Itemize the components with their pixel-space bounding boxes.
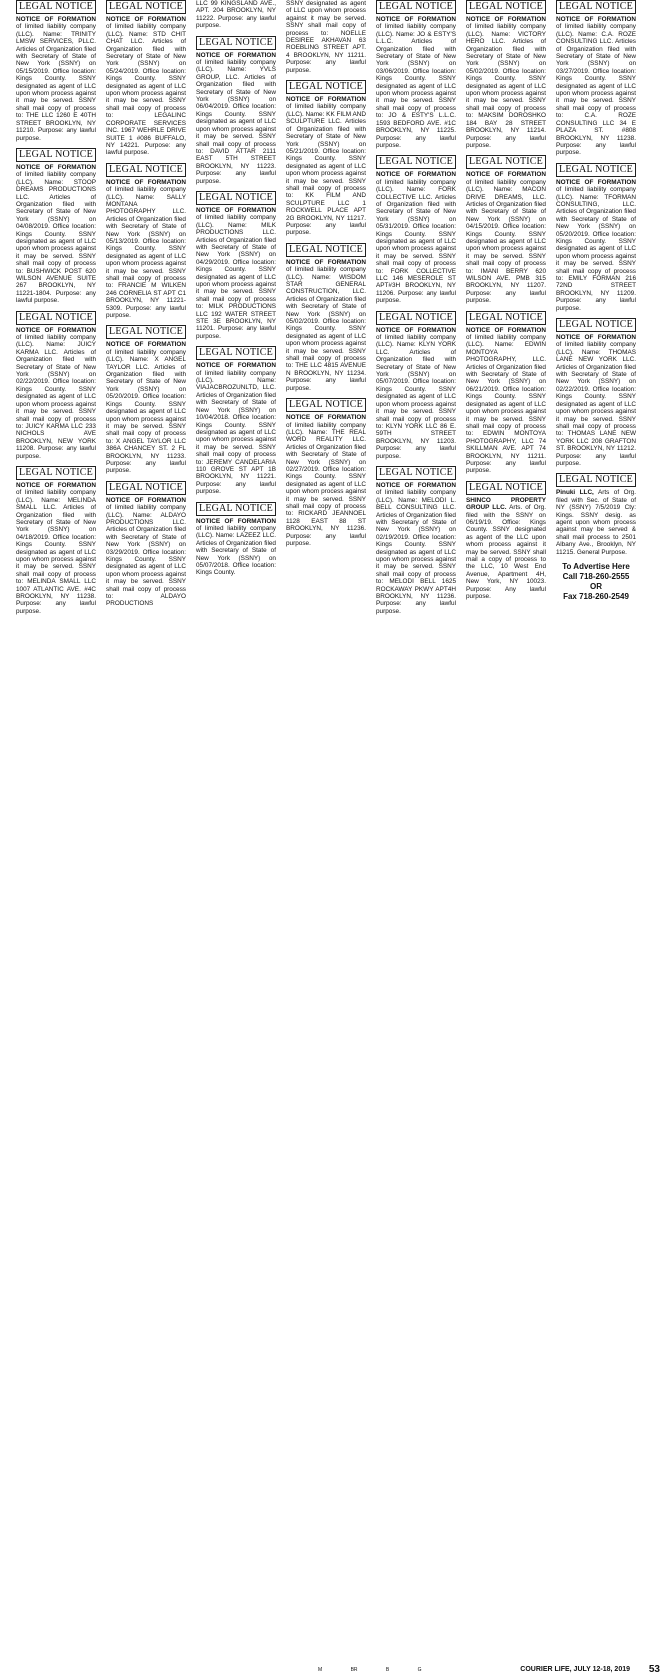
notice-text xyxy=(466,171,546,304)
legal-notice xyxy=(286,80,366,237)
notice-title: NOTICE OF FORMATION xyxy=(16,16,96,23)
legal-notice xyxy=(376,311,456,460)
notice-title: NOTICE OF FORMATION xyxy=(376,481,456,489)
column-7 xyxy=(556,0,636,602)
legal-notice xyxy=(106,325,186,474)
legal-notice-heading: LEGAL NOTICE xyxy=(286,243,366,257)
notice-text xyxy=(376,482,456,615)
legal-notice-heading: LEGAL NOTICE xyxy=(196,191,276,205)
legal-notice xyxy=(466,481,546,601)
notice-body: of limited liability company (LLC). Name: YVLS GROUP, LLC. Articles of Organization filed with Secretary of State of New York (SSNY) on 06/04/2019. Office location: Kings County. SSNY designated as agent of LLC upon whom process against it may be served. SSNY shall mail copy of process to: DAVID ATTAR 2111 EAST 5TH STREET BROOKLYN, NY 11223. Purpose: any lawful purpose. xyxy=(196,59,276,185)
legal-notice xyxy=(196,502,276,577)
mark-br: BR xyxy=(350,1667,358,1673)
notice-body: of limited liability company (LLC). Name: SALLY MONTANA PHOTOGRAPHY LLC. Articles of Organization filed with Secretary of State of New York (SSNY) on 05/13/2019. Office location: Kings County. SSNY designated as agent of LLC upon whom process against it may be served. SSNY shall mail copy of process to: FRANCIE M WILKEN 246 CORNELIA ST APT C1 BROOKLYN, NY 11221-5309. Purpose: any lawful purpose. xyxy=(106,186,186,320)
notice-title: NOTICE OF FORMATION xyxy=(106,496,186,504)
notice-title: NOTICE OF FORMATION xyxy=(16,326,96,334)
page-footer xyxy=(0,833,666,1675)
legal-notice xyxy=(106,0,186,157)
notice-body: of limited liability company (LLC). Name: JO & ESTY'S L.L.C. Articles of Organization filed with Secretary of State of New York (SSNY) on 03/06/2019. Office location: Kings County. SSNY designated as agent of LLC upon whom process against it may be served. SSNY shall mail copy of process to: JO & ESTY'S L.L.C. 1593 BEDFORD AVE. #1C BROOKLYN, NY 11225. Purpose: any lawful purpose. xyxy=(376,23,456,149)
notice-body: of limited liability company (LLC). Name: C.A. ROZE CONSULTING LLC. Articles of Organization filed with Secretary of State of New York (SSNY) on 03/27/2019. Office location: Kings County. SSNY designated as agent of LLC upon whom process against it may be served. SSNY shall mail copy of process to: C.A. ROZE CONSULTING LLC 34 E PLAZA ST. #808 BROOKLYN, NY 11238. Purpose: any lawful purpose. xyxy=(556,23,636,157)
notice-text xyxy=(466,497,546,601)
mark-m: M xyxy=(318,1667,323,1673)
legal-notice-heading: LEGAL NOTICE xyxy=(286,398,366,412)
legal-notice xyxy=(466,311,546,475)
notice-body: of limited liability company (LLC). Name: MELODI L. BELL CONSULTING LLC. Articles of Organization filed with Secretary of State of New York (SSNY) on 02/19/2019. Office location: Kings County. SSNY designated as agent of LLC upon whom process against it may be served. SSNY shall mail copy of process to: MELODI BELL 1625 ROCKAWAY PKWY APT4H BROOKLYN, NY 11236. Purpose: any lawful purpose. xyxy=(376,489,456,615)
notice-text xyxy=(556,16,636,157)
notice-title: NOTICE OF FORMATION xyxy=(376,16,456,23)
notice-body: of limited liability company (LLC). Name: FORK COLLECTIVE LLC. Articles of Organization filed with Secretary of State of New York (SSNY) on 05/31/2019. Office location: Kings County. SSNY designated as agent of LLC upon whom process against it may be served. SSNY shall mail copy of process to: FORK COLLECTIVE LLC 146 MESEROLE ST APT#3H BROOKLYN, NY 11206. Purpose: any lawful purpose. xyxy=(376,178,456,305)
advertise-line4: Fax 718-260-2549 xyxy=(563,592,629,601)
notice-text xyxy=(376,171,456,304)
notice-title: NOTICE OF FORMATION xyxy=(556,178,636,186)
legal-notice xyxy=(556,163,636,312)
legal-notice-heading: LEGAL NOTICE xyxy=(16,466,96,480)
legal-notice-heading: LEGAL NOTICE xyxy=(106,0,186,14)
notice-title: NOTICE OF FORMATION xyxy=(466,171,546,179)
notice-text xyxy=(556,179,636,312)
notice-text xyxy=(556,489,636,556)
legal-notice xyxy=(196,36,276,185)
notice-title: NOTICE OF FORMATION xyxy=(196,51,276,59)
notice-body: of limited liability company (LLC). Name: JUICY KARMA LLC. Articles of Organization filed with Secretary of State of New York (SSNY) on 02/22/2019. Office location: Kings County. SSNY designated as agent of LLC upon whom process against it may be served. SSNY shall mail copy of process to: JUICY KARMA LLC 233 NICHOLS AVE BROOKLYN, NEW YORK 11208. Purpose: any lawful purpose. xyxy=(16,334,96,460)
notice-text xyxy=(376,327,456,460)
notice-text xyxy=(466,327,546,475)
legal-notice xyxy=(376,466,456,615)
legal-notice xyxy=(196,0,276,30)
notice-title: NOTICE OF FORMATION xyxy=(286,414,366,422)
notice-text xyxy=(16,327,96,460)
legal-notice-heading: LEGAL NOTICE xyxy=(376,155,456,169)
notice-body: of limited liability company (LLC). Name: WISDOM STAR GENERAL CONSTRUCTION, LLC. Articles of Organization filed with Secretary of State of New York (SSNY) on 05/02/2019. Office location: Kings County. SSNY designated as agent of LLC upon whom process against it may be served. SSNY shall mail copy of process to: THE LLC 4815 AVENUE N BROOKLYN, NY 11234. Purpose: any lawful purpose. xyxy=(286,266,366,392)
legal-notice xyxy=(106,481,186,608)
notice-body: of limited liability company (LLC). Name: STOOP DREAMS PRODUCTIONS LLC. Articles of Organization filed with Secretary of State of New York (SSNY) on 04/08/2019. Office location: Kings County. SSNY designated as agent of LLC upon whom process against it may be served. SSNY shall mail copy of process to: BUSHWICK POST 620 WILSON AVENUE SUITE 267 BROOKLYN, NY 11221-1804. Purpose: any lawful purpose. xyxy=(16,171,96,305)
notice-body: of limited liability company (LLC). Name: MACON DRIVE DREAMS, LLC. Articles of Organization filed with Secretary of State of New York (SSNY) on 04/15/2019. Office location: Kings County. SSNY designated as agent of LLC upon whom process against it may be served. SSNY shall mail copy of process to: IMANI BERRY 620 WILSON AVE. PMB 315 BROOKLYN, NY 11207. Purpose: any lawful purpose. xyxy=(466,178,546,305)
column-5 xyxy=(376,0,456,621)
notice-title: NOTICE OF FORMATION xyxy=(286,258,366,266)
legal-notice-heading: LEGAL NOTICE xyxy=(286,80,366,94)
notice-text xyxy=(466,16,546,149)
legal-notice-heading: LEGAL NOTICE xyxy=(466,0,546,14)
legal-notice-heading: LEGAL NOTICE xyxy=(466,311,546,325)
legal-notice xyxy=(286,398,366,547)
legal-notice xyxy=(286,0,366,74)
notice-text xyxy=(196,52,276,185)
legal-notice-heading: LEGAL NOTICE xyxy=(196,502,276,516)
notice-text xyxy=(16,164,96,305)
legal-notice xyxy=(556,0,636,157)
column-6 xyxy=(466,0,546,606)
legal-notice-heading: LEGAL NOTICE xyxy=(196,36,276,50)
legal-notice xyxy=(16,0,96,142)
notice-text xyxy=(286,414,366,547)
notice-title: NOTICE OF FORMATION xyxy=(106,178,186,186)
notice-text xyxy=(376,16,456,149)
column-2 xyxy=(106,0,186,614)
legal-notice-heading: LEGAL NOTICE xyxy=(376,0,456,14)
notice-body: of limited liability company (LLC). Name: THE REAL WORD REALITY LLC. Articles of Organization filed with Secretary of State of New York (SSNY) on 02/27/2019. Office location: Kings County. SSNY designated as agent of LLC upon whom process against it may be served. SSNY shall mail copy of process to: RICKARD JEANNOEL 1128 EAST 88 ST BROOKLYN, NY 11236. Purpose: any lawful purpose. xyxy=(286,421,366,547)
notice-body: of limited liability company (LLC). Name: VIAJACBROZUNLTD, LLC. Articles of Organization filed with Secretary of State of New York (SSNY) on 10/04/2018. Office location: Kings County. SSNY designated as agent of LLC upon whom process against it may be served. SSNY shall mail copy of process to: JEREMY CANDELARIA 110 GROVE ST APT 1B BROOKLYN, NY 11221. Purpose: any lawful purpose. xyxy=(196,369,276,496)
legal-notice xyxy=(556,318,636,467)
notice-title: NOTICE OF FORMATION xyxy=(376,326,456,334)
advertise-line3: OR xyxy=(590,582,602,591)
legal-notice xyxy=(16,311,96,460)
legal-notice xyxy=(196,346,276,495)
notice-title: NOTICE OF FORMATION xyxy=(376,171,456,179)
footer-publication: COURIER LIFE, JULY 12-18, 2019 xyxy=(520,1666,630,1673)
legal-notice xyxy=(16,466,96,615)
column-1 xyxy=(16,0,96,621)
notice-body: of limited liability company (LLC). Name: EDWIN MONTOYA PHOTOGRAPHY, LLC. Articles of Organization filed with Secretary of State of New York (SSNY) on 06/21/2019. Office location: Kings County. SSNY designated as agent of LLC upon whom process against it may be served. SSNY shall mail copy of process to: EDWIN MONTOYA PHOTOGRAPHY, LLC 74 SKILLMAN AVE. APT 74 BROOKLYN, NY 11211. Purpose: any lawful purpose. xyxy=(466,334,546,475)
notice-text xyxy=(196,0,276,30)
notice-text xyxy=(196,362,276,495)
legal-notice-heading: LEGAL NOTICE xyxy=(106,163,186,177)
notice-body: of limited liability company (LLC). Name: TRINITY LMSW SERVICES, PLLC. Articles of Organization filed with Secretary of State of New York (SSNY) on 05/15/2019. Office location: Kings County. SSNY designated as agent of LLC upon whom process against it may be served. SSNY shall mail copy of process to: THE LLC 1260 E 40TH STREET BROOKLYN, NY 11210. Purpose: any lawful purpose. xyxy=(16,23,96,142)
legal-notice xyxy=(106,163,186,320)
notice-body: of limited liability company (LLC). Name: STD CHIT CHAT LLC. Articles of Organization filed with Secretary of State of New York (SSNY) on 05/24/2019. Office location: Kings County. SSNY designated as agent of LLC upon whom process against it may be served. SSNY shall mail copy of process to: LEGALINC CORPORATE SERVICES INC. 1967 WEHRLE DRIVE SUITE 1 #086 BUFFALO, NY 14221. Purpose: any lawful purpose. xyxy=(106,23,186,157)
legal-notice-heading: LEGAL NOTICE xyxy=(16,311,96,325)
notice-title: NOTICE OF FORMATION xyxy=(466,326,546,334)
notice-title: NOTICE OF FORMATION xyxy=(106,16,186,23)
legal-notice-heading: LEGAL NOTICE xyxy=(556,0,636,14)
column-3 xyxy=(196,0,276,583)
legal-notice-heading: LEGAL NOTICE xyxy=(466,155,546,169)
notice-body: Arts. of Org. filed with the SSNY on 06/19/19. Office: Kings County. SSNY designated as agent of the LLC upon whom process against it may be served. SSNY shall mail a copy of process to the LLC, 10 West End Avenue, Apartment 4H, New York, NY 10023. Purpose: Any lawful purpose. xyxy=(466,504,546,601)
legal-notice-heading: LEGAL NOTICE xyxy=(376,311,456,325)
notice-body: of limited liability company (LLC). Name: LAZEEZ LLC. Articles of Organization filed with Secretary of State of New York (SSNY) on 05/07/2018. Office location: Kings County. xyxy=(196,524,276,577)
notice-title: NOTICE OF FORMATION xyxy=(16,163,96,171)
legal-notice xyxy=(196,191,276,340)
legal-notice-heading: LEGAL NOTICE xyxy=(466,481,546,495)
notice-title: NOTICE OF FORMATION xyxy=(556,334,636,342)
legal-notice-heading: LEGAL NOTICE xyxy=(196,346,276,360)
legal-notice-heading: LEGAL NOTICE xyxy=(106,325,186,339)
notice-body: of limited liability company (LLC). Name: KLYN YORK LLC. Articles of Organization filed with Secretary of State of New York (SSNY) on 05/07/2019. Office location: Kings County. SSNY designated as agent of LLC upon whom process against it may be served. SSNY shall mail copy of process to: KLYN YORK LLC 86 E. 59TH STREET BROOKLYN, NY 11203. Purpose: any lawful purpose. xyxy=(376,334,456,460)
registration-marks xyxy=(318,1667,449,1673)
notice-text xyxy=(286,0,366,74)
notice-text xyxy=(556,334,636,467)
notice-text xyxy=(16,16,96,142)
notice-body: SSNY designated as agent of LLC upon whom process against it may be served. SSNY shall mail copy of process to: NOELLE DESIREE AKHAVAN 63 ROEBLING STREET APT. 4 BROOKLYN, NY 11211. Purpose: any lawful purpose. xyxy=(286,0,366,74)
mark-g: G xyxy=(417,1667,422,1673)
legal-notice-heading: LEGAL NOTICE xyxy=(106,481,186,495)
notice-text xyxy=(106,497,186,608)
notice-title: Pinuki LLC, xyxy=(556,489,594,497)
notice-body: of limited liability company (LLC). Name: MELINDA SMALL LLC. Articles of Organization filed with Secretary of State of New York (SSNY) on 04/18/2019. Office location: Kings County. SSNY designated as agent of LLC upon whom process against it may be served. SSNY shall mail copy of process to: MELINDA SMALL LLC 1007 ATLANTIC AVE. #4C BROOKLYN, NY 11238. Purpose: any lawful purpose. xyxy=(16,489,96,615)
notice-text xyxy=(106,341,186,474)
notice-body: of limited liability company (LLC). Name: X ANGEL TAYLOR LLC. Articles of Organization filed with Secretary of State of New York (SSNY) on 05/20/2019. Office location: Kings County. SSNY designated as agent of LLC upon whom process against it may be served. SSNY shall mail copy of process to: X ANGEL TAYLOR LLC 386A CHANCEY ST. 2 FL BROOKLYN, NY 11233. Purpose: any lawful purpose. xyxy=(106,348,186,475)
notice-title: NOTICE OF FORMATION xyxy=(106,341,186,349)
notice-body: of limited liability company (LLC). Name: ALDAYO PRODUCTIONS LLC. Articles of Organization filed with Secretary of State of New York (SSNY) on 03/29/2019. Office location: Kings County. SSNY designated as agent of LLC upon whom process against it may be served. SSNY shall mail copy of process to: ALDAYO PRODUCTIONS xyxy=(106,504,186,608)
notice-title: NOTICE OF FORMATION xyxy=(196,206,276,214)
legal-notice-heading: LEGAL NOTICE xyxy=(16,148,96,162)
notice-text xyxy=(196,518,276,577)
notice-body: Arts of Org. filed with Sec. of State of NY (SSNY) 7/5/2019 Cty: Kings. SSNY desig. as agent upon whom process against may be served & shall mail process to 2501 Albany Ave., Brooklyn, NY 11215. General Purpose. xyxy=(556,489,636,556)
notice-text xyxy=(16,482,96,615)
notice-body: of limited liability company (LLC). Name: TFORMAN CONSULTING, LLC. Articles of Organization filed with Secretary of State of New York (SSNY) on 05/20/2019. Office location: Kings County. SSNY designated as agent of LLC upon whom process against it may be served. SSNY shall mail copy of process to: EMILY FORMAN 216 72ND STREET BROOKLYN, NY 11209. Purpose: any lawful purpose. xyxy=(556,186,636,312)
notice-text xyxy=(196,207,276,340)
notice-title: NOTICE OF FORMATION xyxy=(556,16,636,23)
legal-notice-heading: LEGAL NOTICE xyxy=(376,466,456,480)
legal-notice-heading: LEGAL NOTICE xyxy=(556,163,636,177)
notice-text xyxy=(286,259,366,392)
advertise-line2: Call 718-260-2555 xyxy=(562,572,630,581)
legal-notice xyxy=(466,0,546,149)
notice-text xyxy=(106,179,186,320)
legal-notice-heading: LEGAL NOTICE xyxy=(16,0,96,14)
notice-title: NOTICE OF FORMATION xyxy=(196,517,276,525)
advertise-line1: To Advertise Here xyxy=(562,562,630,571)
notice-title: NOTICE OF FORMATION xyxy=(466,16,546,23)
legal-notice-heading: LEGAL NOTICE xyxy=(556,473,636,487)
legal-notice xyxy=(376,155,456,304)
legal-notice-heading: LEGAL NOTICE xyxy=(556,318,636,332)
notice-title: NOTICE OF FORMATION xyxy=(196,362,276,370)
notice-title: NOTICE OF FORMATION xyxy=(16,481,96,489)
notice-title: NOTICE OF FORMATION xyxy=(286,96,366,104)
legal-notice xyxy=(16,148,96,305)
page-number: 53 xyxy=(648,1664,660,1675)
legal-notice xyxy=(376,0,456,149)
notice-body: of limited liability company (LLC). Name: KK FILM AND SCULPTURE LLC. Articles of Organization filed with Secretary of State of New York (SSNY) on 05/21/2019. Office location: Kings County. SSNY designated as agent of LLC upon whom process against it may be served. SSNY shall mail copy of process to: KK FILM AND SCULPTURE LLC 1 ROCKWELL PLACE APT 2G BROOKLYN, NY 11217. Purpose: any lawful purpose. xyxy=(286,103,366,237)
mark-b: B xyxy=(385,1667,390,1673)
notice-title: SHINCO PROPERTY GROUP LLC. xyxy=(466,496,546,512)
legal-notice xyxy=(466,155,546,304)
notice-text xyxy=(106,16,186,157)
notice-body: LLC 99 KINGSLAND AVE., APT. 204 BROOKLYN, NY 11222. Purpose: any lawful purpose. xyxy=(196,0,276,30)
legal-notice xyxy=(286,243,366,392)
notice-body: of limited liability company (LLC). Name: MILK PRODUCTIONS LLC. Articles of Organization filed with Secretary of State of New York (SSNY) on 04/29/2019. Office location: Kings County. SSNY designated as agent of LLC upon whom process against it may be served. SSNY shall mail copy of process to: MILK PRODUCTIONS LLC 192 WATER STREET STE 3E BROOKLYN, NY 11201. Purpose: any lawful purpose. xyxy=(196,214,276,340)
advertise-box xyxy=(556,562,636,602)
notice-body: of limited liability company (LLC). Name: THOMAS LANE NEW YORK LLC. Articles of Organization filed with Secretary of State of New York (SSNY) on 02/22/2019. Office location: Kings County. SSNY designated as agent of LLC upon whom process against it may be served. SSNY shall mail copy of process to: THOMAS LANE NEW YORK LLC 208 GRAFTON ST. BROOKLYN, NY 11212. Purpose: any lawful purpose. xyxy=(556,341,636,467)
notice-body: of limited liability company (LLC). Name: VICTORY HERO LLC. Articles of Organization filed with Secretary of State of New York (SSNY) on 05/02/2019. Office location: Kings County. SSNY designated as agent of LLC upon whom process against it may be served. SSNY shall mail copy of process to: MAKSIM DOROSHKO 184 BAY 28 STREET BROOKLYN, NY 11214. Purpose: any lawful purpose. xyxy=(466,23,546,149)
legal-notice xyxy=(556,473,636,556)
notice-text xyxy=(286,96,366,237)
column-4 xyxy=(286,0,366,553)
